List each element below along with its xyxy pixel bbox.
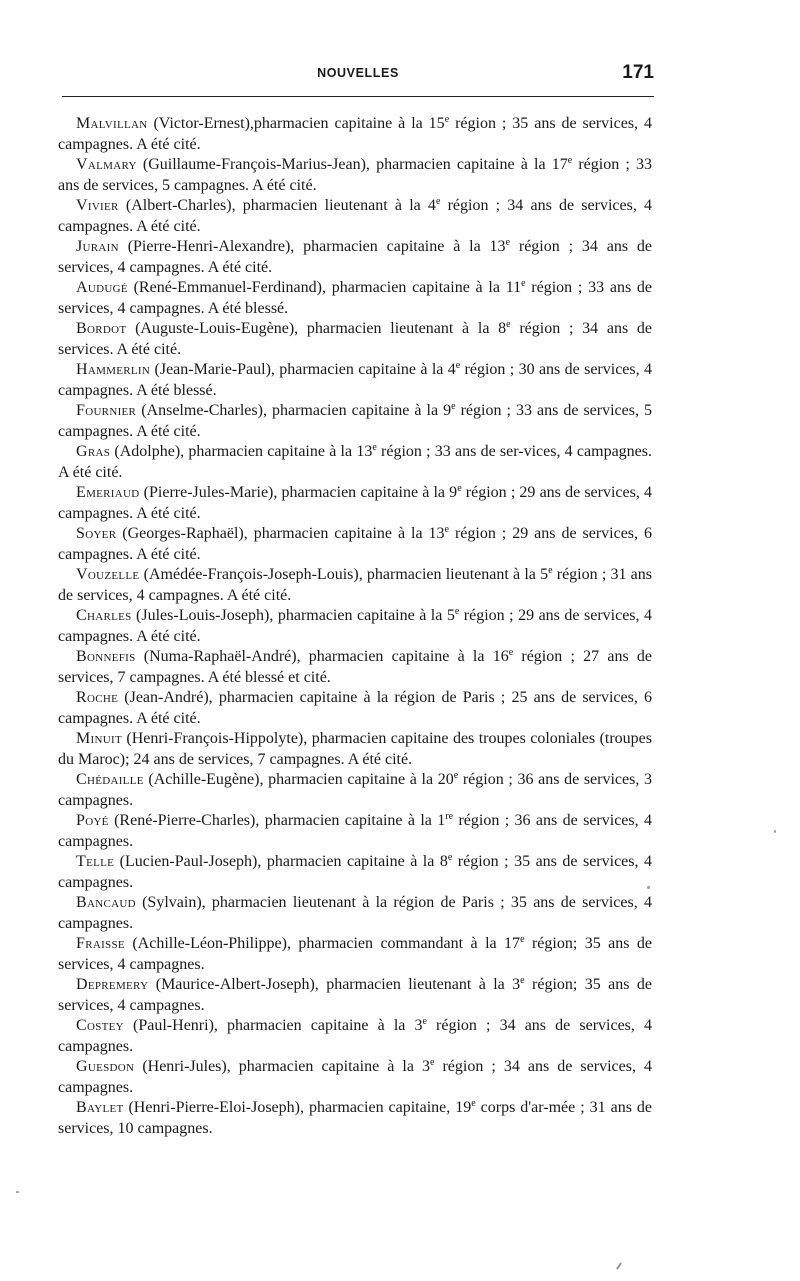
entry-paragraph xyxy=(58,319,652,360)
entry-paragraph xyxy=(58,606,652,647)
entry-text: (Henri-Jules), pharmacien capitaine à la 3e région ; 34 ans de services, 4 campagnes. xyxy=(58,1057,652,1096)
entry-paragraph xyxy=(58,114,652,155)
entry-paragraph xyxy=(58,360,652,401)
entry-surname: Depremery xyxy=(76,976,149,993)
entry-paragraph xyxy=(58,278,652,319)
entry-text: (Victor-Ernest),pharmacien capitaine à la 15e région ; 35 ans de services, 4 campagnes. A été cité. xyxy=(58,114,653,153)
scan-speck xyxy=(16,1191,19,1193)
entry-paragraph xyxy=(58,155,652,196)
entry-paragraph xyxy=(58,770,652,811)
header-rule xyxy=(62,96,654,97)
entry-surname: Malvillan xyxy=(76,115,148,132)
entry-text: (Anselme-Charles), pharmacien capitaine à la 9e région ; 33 ans de services, 5 campagnes. A été cité. xyxy=(58,401,653,440)
running-title: NOUVELLES xyxy=(317,66,399,80)
entry-text: (Jean-André), pharmacien capitaine à la région de Paris ; 25 ans de services, 6 campagnes. A été cité. xyxy=(58,689,652,727)
entry-text: (Auguste-Louis-Eugène), pharmacien lieutenant à la 8e région ; 34 ans de services. A été cité. xyxy=(58,319,653,358)
entry-list xyxy=(58,114,652,1139)
entry-surname: Jurain xyxy=(76,238,119,255)
entry-text: (Pierre-Henri-Alexandre), pharmacien capitaine à la 13e région ; 34 ans de services, 4 campagnes. A été cité. xyxy=(58,237,653,276)
entry-paragraph xyxy=(58,483,652,524)
entry-paragraph xyxy=(58,401,652,442)
entry-text: (Pierre-Jules-Marie), pharmacien capitaine à la 9e région ; 29 ans de services, 4 campagnes. A été cité. xyxy=(58,483,653,522)
entry-paragraph xyxy=(58,893,652,934)
scan-speck xyxy=(774,830,776,833)
entry-paragraph xyxy=(58,565,652,606)
entry-text: (Amédée-François-Joseph-Louis), pharmacien lieutenant à la 5e région ; 31 ans de services, 4 campagnes. A été cité. xyxy=(58,565,652,604)
entry-surname: Bonnefis xyxy=(76,648,136,665)
entry-paragraph xyxy=(58,811,652,852)
entry-paragraph xyxy=(58,975,652,1016)
page-header xyxy=(62,60,654,90)
page-number: 171 xyxy=(622,62,654,83)
scan-speck xyxy=(616,1262,622,1270)
entry-paragraph xyxy=(58,729,652,770)
entry-surname: Poyé xyxy=(76,812,109,829)
entry-text: (Paul-Henri), pharmacien capitaine à la 3e région ; 34 ans de services, 4 campagnes. xyxy=(58,1016,653,1055)
entry-paragraph xyxy=(58,524,652,565)
entry-surname: Fraisse xyxy=(76,935,125,952)
entry-paragraph xyxy=(58,1098,652,1139)
entry-paragraph xyxy=(58,1057,652,1098)
entry-text: (Georges-Raphaël), pharmacien capitaine à la 13e région ; 29 ans de services, 6 campagnes. A été cité. xyxy=(58,524,652,563)
entry-text: (René-Pierre-Charles), pharmacien capitaine à la 1re région ; 36 ans de services, 4 campagnes. xyxy=(58,811,653,850)
entry-surname: Bordot xyxy=(76,320,127,337)
entry-surname: Hammerlin xyxy=(76,361,151,378)
entry-surname: Telle xyxy=(76,853,115,870)
entry-surname: Emeriaud xyxy=(76,484,140,501)
entry-surname: Roche xyxy=(76,689,119,706)
entry-text: (Sylvain), pharmacien lieutenant à la région de Paris ; 35 ans de services, 4 campagnes. xyxy=(58,894,652,932)
entry-surname: Vivier xyxy=(76,197,119,214)
entry-surname: Valmary xyxy=(76,156,137,173)
entry-surname: Guesdon xyxy=(76,1058,135,1075)
entry-paragraph xyxy=(58,688,652,729)
entry-text: (Henri-Pierre-Eloi-Joseph), pharmacien capitaine, 19e corps d'ar-mée ; 31 ans de services, 10 campagnes. xyxy=(58,1098,653,1137)
entry-text: (Maurice-Albert-Joseph), pharmacien lieutenant à la 3e région; 35 ans de services, 4 campagnes. xyxy=(58,975,652,1014)
entry-surname: Audugé xyxy=(76,279,128,296)
entry-paragraph xyxy=(58,442,652,483)
entry-paragraph xyxy=(58,1016,652,1057)
entry-text: (Jean-Marie-Paul), pharmacien capitaine à la 4e région ; 30 ans de services, 4 campagnes. A été blessé. xyxy=(58,360,653,399)
entry-paragraph xyxy=(58,647,652,688)
entry-surname: Soyer xyxy=(76,525,117,542)
entry-paragraph xyxy=(58,237,652,278)
entry-paragraph xyxy=(58,196,652,237)
entry-text: (Achille-Eugène), pharmacien capitaine à la 20e région ; 36 ans de services, 3 campagnes. xyxy=(58,770,652,809)
entry-surname: Fournier xyxy=(76,402,137,419)
entry-text: (Henri-François-Hippolyte), pharmacien capitaine des troupes coloniales (troupes du Maroc); 24 ans de services, 7 campagnes. A été cité. xyxy=(58,730,652,768)
entry-text: (Jules-Louis-Joseph), pharmacien capitaine à la 5e région ; 29 ans de services, 4 campagnes. A été cité. xyxy=(58,606,653,645)
entry-text: (Lucien-Paul-Joseph), pharmacien capitaine à la 8e région ; 35 ans de services, 4 campagnes. xyxy=(58,852,653,891)
scan-speck xyxy=(647,886,650,889)
entry-surname: Bancaud xyxy=(76,894,136,911)
entry-surname: Charles xyxy=(76,607,132,624)
entry-surname: Costey xyxy=(76,1017,124,1034)
entry-text: (Numa-Raphaël-André), pharmacien capitaine à la 16e région ; 27 ans de services, 7 campagnes. A été blessé et cité. xyxy=(58,647,653,686)
entry-surname: Vouzelle xyxy=(76,566,140,583)
entry-text: (Adolphe), pharmacien capitaine à la 13e région ; 33 ans de ser-vices, 4 campagnes. A été cité. xyxy=(58,442,652,481)
entry-surname: Minuit xyxy=(76,730,122,747)
entry-text: (Achille-Léon-Philippe), pharmacien commandant à la 17e région; 35 ans de services, 4 campagnes. xyxy=(58,934,653,973)
entry-surname: Baylet xyxy=(76,1099,124,1116)
entry-surname: Chédaille xyxy=(76,771,144,788)
entry-text: (Guillaume-François-Marius-Jean), pharmacien capitaine à la 17e région ; 33 ans de services, 5 campagnes. A été cité. xyxy=(58,155,652,194)
entry-paragraph xyxy=(58,852,652,893)
entry-text: (René-Emmanuel-Ferdinand), pharmacien capitaine à la 11e région ; 33 ans de services, 4 campagnes. A été blessé. xyxy=(58,278,653,317)
entry-surname: Gras xyxy=(76,443,111,460)
entry-text: (Albert-Charles), pharmacien lieutenant à la 4e région ; 34 ans de services, 4 campagnes. A été cité. xyxy=(58,196,653,235)
entry-paragraph xyxy=(58,934,652,975)
